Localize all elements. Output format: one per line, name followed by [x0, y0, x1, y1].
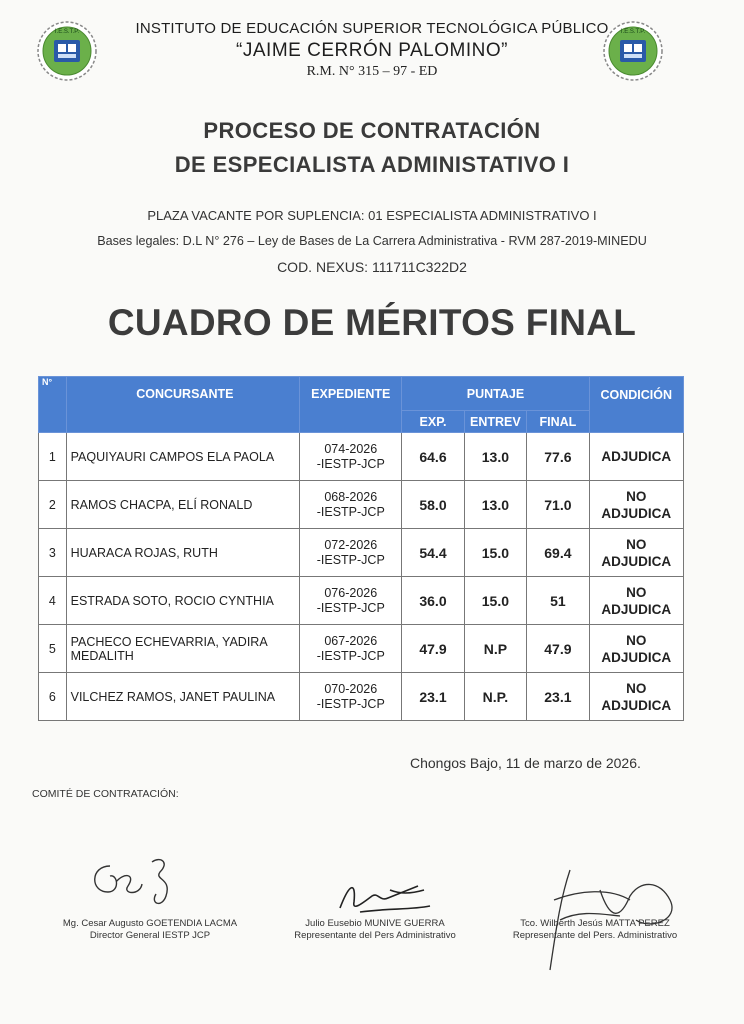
row-condition-line1: NO [626, 680, 647, 696]
row-condition [589, 625, 683, 673]
institution-title: “JAIME CERRÓN PALOMINO” [236, 40, 508, 61]
row-final-score: 23.1 [527, 673, 589, 721]
nexus-code: COD. NEXUS: 111711C322D2 [277, 259, 467, 275]
row-expediente-number: 076-2026 [324, 585, 378, 600]
table-row [39, 577, 684, 625]
row-condition-line1: NO [626, 584, 647, 600]
table-row [39, 625, 684, 673]
row-name: VILCHEZ RAMOS, JANET PAULINA [66, 673, 299, 721]
row-condition [589, 577, 683, 625]
row-expediente-number: 070-2026 [324, 681, 378, 696]
row-condition-line2: ADJUDICA [601, 601, 672, 617]
row-final-score: 47.9 [527, 625, 589, 673]
row-expediente-number: 068-2026 [324, 489, 378, 504]
signatory-1 [40, 918, 260, 942]
row-name: HUARACA ROJAS, RUTH [66, 529, 299, 577]
row-exp-score: 47.9 [402, 625, 464, 673]
header-entrev: ENTREV [464, 411, 527, 433]
row-exp-score: 36.0 [402, 577, 464, 625]
header-number: N° [39, 377, 67, 433]
signatory-1-role: Director General IESTP JCP [89, 930, 211, 941]
legal-bases-text: Bases legales: D.L N° 276 – Ley de Bases de La Carrera Administrativa - RVM 287-2019-MINEDU [97, 234, 647, 248]
row-final-score: 77.6 [527, 433, 589, 481]
row-condition [589, 673, 683, 721]
row-expediente-number: 072-2026 [324, 537, 378, 552]
row-entrev-score: 13.0 [464, 433, 527, 481]
row-exp-score: 23.1 [402, 673, 464, 721]
signatory-2-role: Representante del Pers Administrativo [294, 930, 456, 941]
row-entrev-score: N.P [464, 625, 527, 673]
header-puntaje: PUNTAJE [402, 377, 589, 411]
signatory-3-role: Representante del Pers. Administrativo [512, 930, 678, 941]
row-expediente-suffix: -IESTP-JCP [316, 696, 385, 711]
row-condition-line1: NO [626, 536, 647, 552]
header-final: FINAL [527, 411, 589, 433]
table-row [39, 529, 684, 577]
row-expediente [300, 481, 402, 529]
row-entrev-score: 15.0 [464, 529, 527, 577]
row-final-score: 71.0 [527, 481, 589, 529]
row-exp-score: 54.4 [402, 529, 464, 577]
header-exp: EXP. [402, 411, 464, 433]
header-condicion: CONDICIÓN [589, 377, 683, 433]
svg-text:I.E.S.T.P.: I.E.S.T.P. [620, 29, 646, 35]
row-name: RAMOS CHACPA, ELÍ RONALD [66, 481, 299, 529]
row-condition [589, 529, 683, 577]
process-title-line2: DE ESPECIALISTA ADMINISTATIVO I [174, 152, 570, 177]
row-name: PAQUIYAURI CAMPOS ELA PAOLA [66, 433, 299, 481]
institution-name: INSTITUTO DE EDUCACIÓN SUPERIOR TECNOLÓGICA PÚBLICO [135, 20, 609, 37]
signatory-3-name: Tco. Wilberth Jesús MATTA PEREZ [520, 918, 670, 929]
table-row [39, 481, 684, 529]
signatory-1-name: Mg. Cesar Augusto GOETENDIA LACMA [62, 918, 238, 929]
row-number: 6 [39, 673, 67, 721]
row-expediente [300, 529, 402, 577]
table-row [39, 673, 684, 721]
row-condition-line2: ADJUDICA [601, 649, 672, 665]
row-expediente-suffix: -IESTP-JCP [316, 648, 385, 663]
row-expediente-number: 074-2026 [324, 441, 378, 456]
row-entrev-score: 13.0 [464, 481, 527, 529]
document-date: Chongos Bajo, 11 de marzo de 2026. [410, 755, 641, 771]
row-entrev-score: N.P. [464, 673, 527, 721]
logo-text: I.E.S.T.P. [54, 29, 80, 35]
merit-table-title: CUADRO DE MÉRITOS FINAL [107, 302, 637, 343]
row-final-score: 69.4 [527, 529, 589, 577]
row-condition-line2: ADJUDICA [601, 553, 672, 569]
row-condition [589, 481, 683, 529]
row-condition-line2: ADJUDICA [601, 505, 672, 521]
row-expediente [300, 673, 402, 721]
row-expediente [300, 433, 402, 481]
committee-label: COMITÉ DE CONTRATACIÓN: [32, 788, 179, 800]
row-expediente-suffix: -IESTP-JCP [316, 504, 385, 519]
header-concursante: CONCURSANTE [66, 377, 299, 433]
row-condition-line1: ADJUDICA [601, 449, 672, 464]
row-name: ESTRADA SOTO, ROCIO CYNTHIA [66, 577, 299, 625]
row-number: 1 [39, 433, 67, 481]
row-exp-score: 64.6 [402, 433, 464, 481]
row-number: 4 [39, 577, 67, 625]
row-number: 3 [39, 529, 67, 577]
row-expediente-suffix: -IESTP-JCP [316, 456, 385, 471]
merit-table [38, 376, 684, 721]
signatory-2-name: Julio Eusebio MUNIVE GUERRA [305, 918, 445, 929]
row-expediente-number: 067-2026 [324, 633, 378, 648]
resolution-number: R.M. N° 315 – 97 - ED [306, 64, 438, 79]
row-number: 5 [39, 625, 67, 673]
signatory-3 [480, 918, 710, 942]
table-row [39, 433, 684, 481]
row-condition-line1: NO [626, 632, 647, 648]
signatory-2 [270, 918, 480, 942]
row-final-score: 51 [527, 577, 589, 625]
row-condition-line2: ADJUDICA [601, 697, 672, 713]
row-condition-line1: NO [626, 488, 647, 504]
header-expediente: EXPEDIENTE [300, 377, 402, 433]
row-expediente [300, 625, 402, 673]
row-condition [589, 433, 683, 481]
signature-1 [80, 852, 190, 918]
row-exp-score: 58.0 [402, 481, 464, 529]
vacancy-text: PLAZA VACANTE POR SUPLENCIA: 01 ESPECIALISTA ADMINISTRATIVO I [147, 208, 597, 223]
row-expediente-suffix: -IESTP-JCP [316, 552, 385, 567]
row-name: PACHECO ECHEVARRIA, YADIRA MEDALITH [66, 625, 299, 673]
row-expediente-suffix: -IESTP-JCP [316, 600, 385, 615]
row-number: 2 [39, 481, 67, 529]
process-title-line1: PROCESO DE CONTRATACIÓN [203, 118, 541, 143]
signature-2 [320, 872, 440, 922]
row-expediente [300, 577, 402, 625]
row-entrev-score: 15.0 [464, 577, 527, 625]
